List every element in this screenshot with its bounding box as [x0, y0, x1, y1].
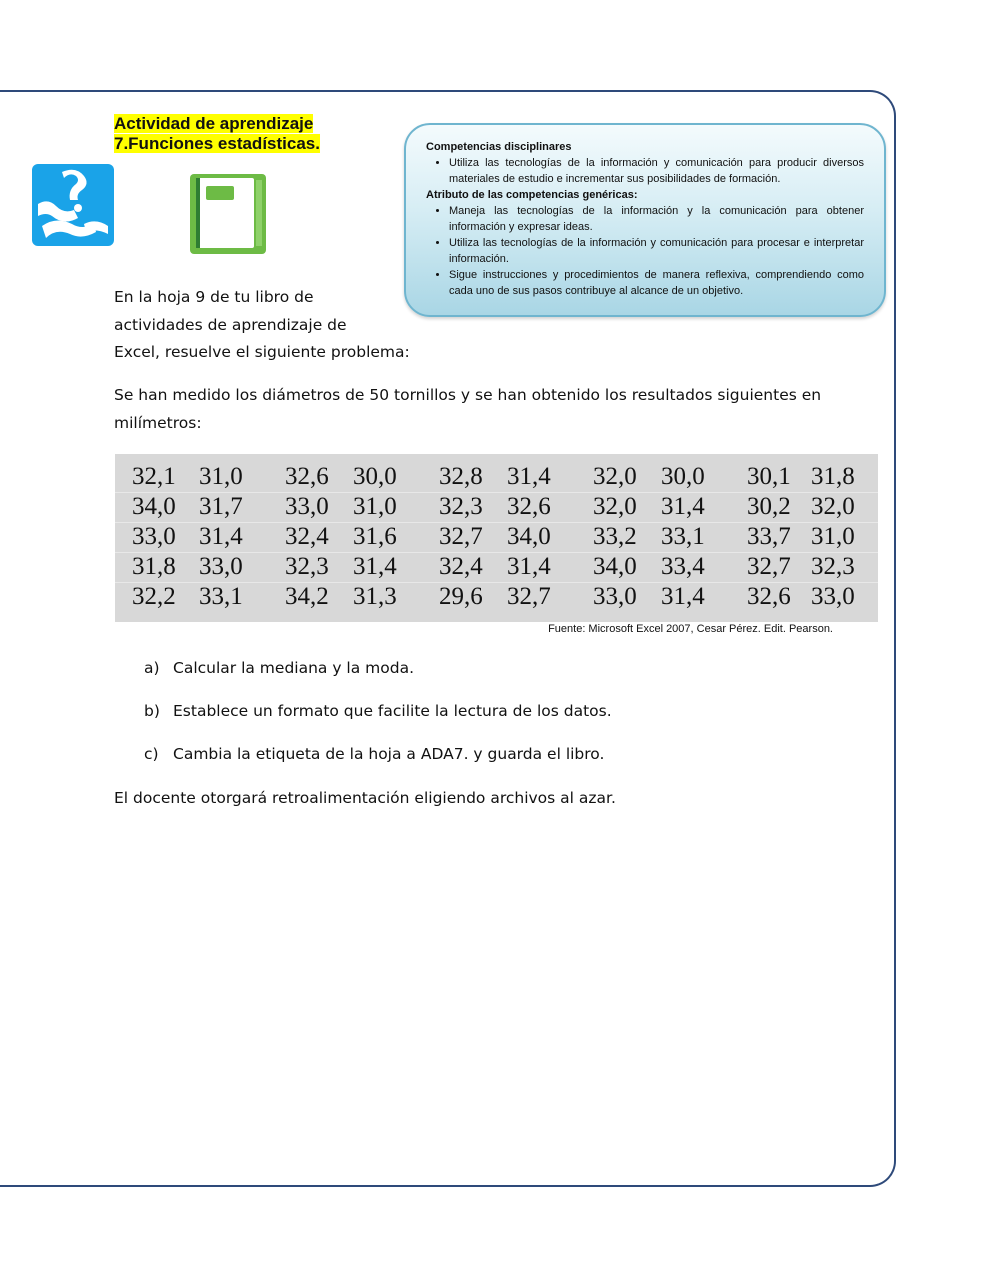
list-item: • Utiliza las tecnologías de la información y comunicación para procesar e interpretar información.: [449, 235, 864, 267]
table-cell: 30,1: [747, 463, 791, 490]
table-cell: 31,0: [811, 523, 855, 550]
table-cell: 30,2: [747, 493, 791, 520]
list-item: • Sigue instrucciones y procedimientos de manera reflexiva, comprendiendo como cada uno de sus pasos contribuye al alcance de un objetivo.: [449, 267, 864, 299]
task-marker: a): [144, 659, 160, 677]
table-cell: 31,8: [132, 553, 176, 580]
table-cell: 31,4: [507, 463, 551, 490]
table-cell: 31,7: [199, 493, 243, 520]
table-cell: 32,3: [285, 553, 329, 580]
task-marker: c): [144, 745, 159, 763]
table-cell: 32,4: [285, 523, 329, 550]
table-cell: 31,4: [661, 493, 705, 520]
puzzle-hands-icon: [32, 164, 114, 246]
closing-note: El docente otorgará retroalimentación eligiendo archivos al azar.: [114, 789, 616, 807]
table-cell: 32,7: [507, 583, 551, 610]
table-cell: 31,0: [199, 463, 243, 490]
table-cell: 32,8: [439, 463, 483, 490]
table-cell: 29,6: [439, 583, 483, 610]
table-cell: 31,4: [661, 583, 705, 610]
activity-title: [114, 114, 320, 154]
data-table: [115, 454, 878, 622]
problem-statement: Se han medido los diámetros de 50 tornillos y se han obtenido los resultados siguientes en milímetros:: [114, 386, 822, 432]
table-cell: 32,0: [811, 493, 855, 520]
task-item: [144, 740, 612, 783]
table-cell: 34,2: [285, 583, 329, 610]
intro-line: actividades de aprendizaje de: [114, 315, 347, 334]
table-cell: 31,4: [199, 523, 243, 550]
table-cell: 32,7: [747, 553, 791, 580]
intro-line: En la hoja 9 de tu libro de: [114, 288, 314, 306]
disciplinares-heading: Competencias disciplinares: [426, 141, 572, 153]
table-cell: 32,7: [439, 523, 483, 550]
table-cell: 32,6: [285, 463, 329, 490]
table-cell: 32,4: [439, 553, 483, 580]
table-cell: 33,0: [593, 583, 637, 610]
task-item: [144, 697, 612, 740]
intro-text: [114, 284, 424, 367]
table-cell: 31,4: [353, 553, 397, 580]
competencias-box: [404, 123, 886, 317]
table-cell: 33,7: [747, 523, 791, 550]
table-cell: 33,0: [285, 493, 329, 520]
table-cell: 32,0: [593, 493, 637, 520]
task-marker: b): [144, 702, 160, 720]
table-cell: 31,0: [353, 493, 397, 520]
table-cell: 32,2: [132, 583, 176, 610]
table-cell: 31,3: [353, 583, 397, 610]
table-cell: 31,8: [811, 463, 855, 490]
title-line-2: 7.Funciones estadísticas.: [114, 134, 320, 153]
table-cell: 31,4: [507, 553, 551, 580]
table-cell: 34,0: [593, 553, 637, 580]
table-cell: 30,0: [353, 463, 397, 490]
table-cell: 32,1: [132, 463, 176, 490]
task-text: Establece un formato que facilite la lectura de los datos.: [173, 702, 612, 720]
table-cell: 33,2: [593, 523, 637, 550]
list-item: • Maneja las tecnologías de la información y la comunicación para obtener información y expresar ideas.: [449, 203, 864, 235]
task-text: Calcular la mediana y la moda.: [173, 659, 415, 677]
table-cell: 32,0: [593, 463, 637, 490]
task-text: Cambia la etiqueta de la hoja a ADA7. y guarda el libro.: [173, 745, 605, 763]
table-cell: 30,0: [661, 463, 705, 490]
table-cell: 33,0: [132, 523, 176, 550]
table-cell: 33,0: [199, 553, 243, 580]
table-source: Fuente: Microsoft Excel 2007, Cesar Pérez. Edit. Pearson.: [548, 623, 833, 635]
list-item: • Utiliza las tecnologías de la información y comunicación para producir diversos materiales de estudio e incrementar sus posibilidades de formación.: [449, 155, 864, 187]
table-cell: 31,6: [353, 523, 397, 550]
table-cell: 33,4: [661, 553, 705, 580]
task-list: [144, 654, 612, 783]
table-cell: 33,0: [811, 583, 855, 610]
table-cell: 33,1: [661, 523, 705, 550]
genericas-list: [426, 203, 864, 299]
table-cell: 34,0: [507, 523, 551, 550]
task-item: [144, 654, 612, 697]
title-line-1: Actividad de aprendizaje: [114, 114, 314, 133]
table-cell: 32,3: [811, 553, 855, 580]
table-cell: 32,6: [747, 583, 791, 610]
disciplinares-list: [426, 155, 864, 187]
table-cell: 34,0: [132, 493, 176, 520]
table-cell: 32,3: [439, 493, 483, 520]
intro-line: Excel, resuelve el siguiente problema:: [114, 343, 410, 361]
table-cell: 32,6: [507, 493, 551, 520]
table-cell: 33,1: [199, 583, 243, 610]
genericas-heading: Atributo de las competencias genéricas:: [426, 189, 638, 201]
notebook-icon: [186, 172, 270, 256]
